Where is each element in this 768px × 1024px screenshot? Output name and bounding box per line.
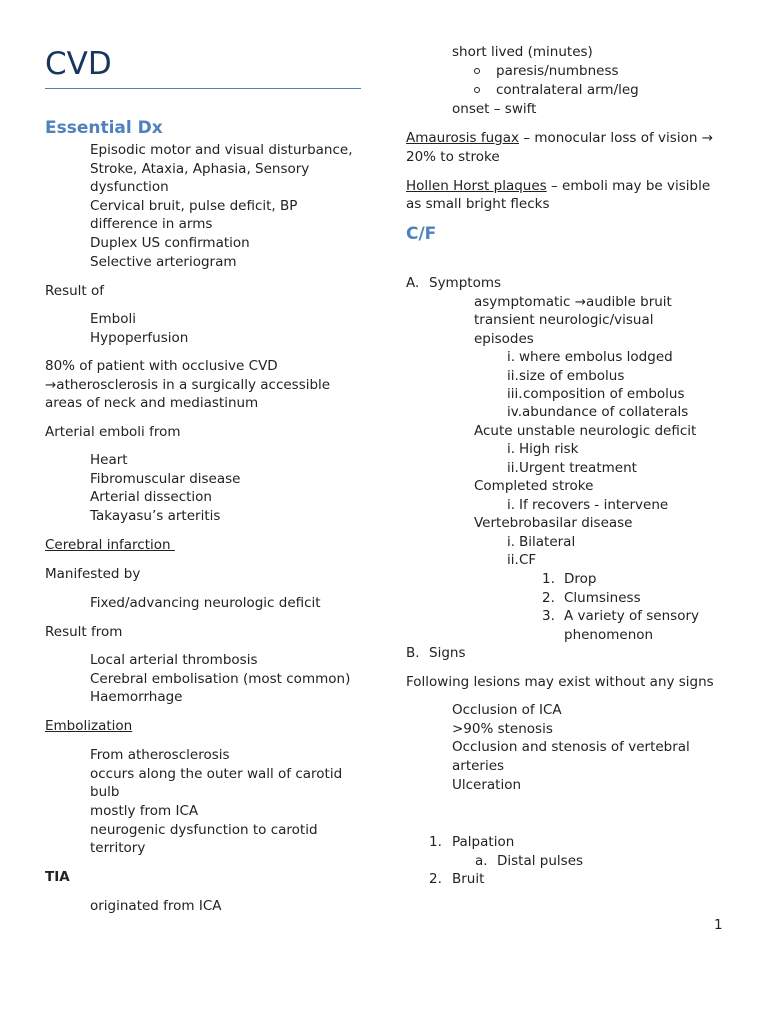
heading-essential-dx: Essential Dx — [45, 118, 163, 138]
embolization-item: neurogenic dysfunction to carotid — [90, 822, 318, 838]
lesion-item: >90% stenosis — [452, 721, 553, 737]
lesion-item: Occlusion of ICA — [452, 702, 562, 718]
roman-num: ii. — [507, 368, 519, 384]
symptom-line: Completed stroke — [474, 478, 594, 494]
exam-num: 1. — [429, 834, 442, 850]
lesions-intro: Following lesions may exist without any signs — [406, 674, 714, 690]
symptom-line: asymptomatic →audible bruit — [474, 294, 672, 310]
tia-cont-line: onset – swift — [452, 101, 537, 117]
hollen-line-2: as small bright flecks — [406, 196, 550, 212]
cf-item: Drop — [564, 571, 597, 587]
tia-item: originated from ICA — [90, 898, 222, 914]
embolization-item: occurs along the outer wall of carotid — [90, 766, 343, 782]
essential-line: Episodic motor and visual disturbance, — [90, 142, 353, 158]
result-from-label: Result from — [45, 624, 123, 640]
cf-item: Clumsiness — [564, 590, 641, 606]
cerebral-infarction-heading: Cerebral infarction — [45, 537, 175, 553]
page-number: 1 — [714, 917, 723, 933]
sub-item: composition of embolus — [523, 386, 685, 402]
sub-item: size of embolus — [519, 368, 625, 384]
symptom-line: Vertebrobasilar disease — [474, 515, 633, 531]
roman-num: i. — [507, 534, 516, 550]
amaurosis-line-2: 20% to stroke — [406, 149, 500, 165]
roman-num: ii. — [507, 552, 519, 568]
roman-num: ii. — [507, 460, 519, 476]
manifested-item: Fixed/advancing neurologic deficit — [90, 595, 321, 611]
hollen-line — [406, 177, 710, 196]
exam-item: Bruit — [452, 871, 485, 887]
page-title: CVD — [45, 46, 112, 82]
symptom-line: episodes — [474, 331, 534, 347]
sub-item: Urgent treatment — [519, 460, 637, 476]
sub-item: High risk — [519, 441, 579, 457]
roman-num: i. — [507, 349, 516, 365]
title-rule — [45, 88, 361, 89]
heading-cf: C/F — [406, 224, 437, 244]
hollen-desc: – emboli may be visible — [546, 178, 711, 194]
symptoms-label: Symptoms — [429, 275, 502, 291]
signs-num: B. — [406, 645, 420, 661]
tia-bullet: paresis/numbness — [496, 63, 619, 79]
roman-num: iv. — [507, 404, 522, 420]
amaurosis-desc: – monocular loss of vision → — [518, 130, 714, 146]
symptom-line: transient neurologic/visual — [474, 312, 654, 328]
cf-num: 3. — [542, 608, 555, 624]
result-of-label: Result of — [45, 283, 105, 299]
pct-line: areas of neck and mediastinum — [45, 395, 259, 411]
lesion-item: Occlusion and stenosis of vertebral — [452, 739, 690, 755]
manifested-label: Manifested by — [45, 566, 141, 582]
exam-item: Palpation — [452, 834, 515, 850]
exam-num: 2. — [429, 871, 442, 887]
bullet-icon — [474, 87, 480, 93]
hollen-term: Hollen Horst plaques — [406, 178, 547, 194]
essential-line: dysfunction — [90, 179, 169, 195]
essential-line: difference in arms — [90, 216, 213, 232]
pct-line: 80% of patient with occlusive CVD — [45, 358, 278, 374]
palpation-sub-num: a. — [475, 853, 488, 869]
embolization-item: mostly from ICA — [90, 803, 199, 819]
roman-num: iii. — [507, 386, 523, 402]
cf-item-cont: phenomenon — [564, 627, 654, 643]
embolization-item: territory — [90, 840, 146, 856]
pct-line: →atherosclerosis in a surgically accessible — [45, 377, 331, 393]
result-of-item: Hypoperfusion — [90, 330, 189, 346]
emboli-from-label: Arterial emboli from — [45, 424, 181, 440]
sub-item: If recovers - intervene — [519, 497, 669, 513]
sub-item: where embolus lodged — [519, 349, 673, 365]
sub-item: CF — [519, 552, 537, 568]
emboli-from-item: Heart — [90, 452, 128, 468]
tia-bullet: contralateral arm/leg — [496, 82, 639, 98]
amaurosis-line — [406, 129, 713, 148]
cf-num: 1. — [542, 571, 555, 587]
palpation-sub-item: Distal pulses — [497, 853, 584, 869]
symptoms-num: A. — [406, 275, 420, 291]
emboli-from-item: Fibromuscular disease — [90, 471, 241, 487]
cf-num: 2. — [542, 590, 555, 606]
essential-line: Cervical bruit, pulse deficit, BP — [90, 198, 298, 214]
sub-item: abundance of collaterals — [522, 404, 689, 420]
emboli-from-item: Arterial dissection — [90, 489, 212, 505]
essential-line: Selective arteriogram — [90, 254, 237, 270]
embolization-item: From atherosclerosis — [90, 747, 230, 763]
roman-num: i. — [507, 497, 516, 513]
embolization-item: bulb — [90, 784, 120, 800]
essential-line: Stroke, Ataxia, Aphasia, Sensory — [90, 161, 310, 177]
emboli-from-item: Takayasu’s arteritis — [90, 508, 221, 524]
embolization-heading: Embolization — [45, 718, 133, 734]
sub-item: Bilateral — [519, 534, 576, 550]
lesion-item: Ulceration — [452, 777, 522, 793]
lesion-item: arteries — [452, 758, 505, 774]
result-of-item: Emboli — [90, 311, 137, 327]
signs-label: Signs — [429, 645, 466, 661]
tia-cont-line: short lived (minutes) — [452, 44, 593, 60]
result-from-item: Cerebral embolisation (most common) — [90, 671, 351, 687]
result-from-item: Haemorrhage — [90, 689, 183, 705]
symptom-line: Acute unstable neurologic deficit — [474, 423, 697, 439]
result-from-item: Local arterial thrombosis — [90, 652, 258, 668]
bullet-icon — [474, 68, 480, 74]
amaurosis-term: Amaurosis fugax — [406, 130, 519, 146]
essential-line: Duplex US confirmation — [90, 235, 250, 251]
roman-num: i. — [507, 441, 516, 457]
cf-item: A variety of sensory — [564, 608, 699, 624]
tia-heading: TIA — [45, 869, 70, 885]
